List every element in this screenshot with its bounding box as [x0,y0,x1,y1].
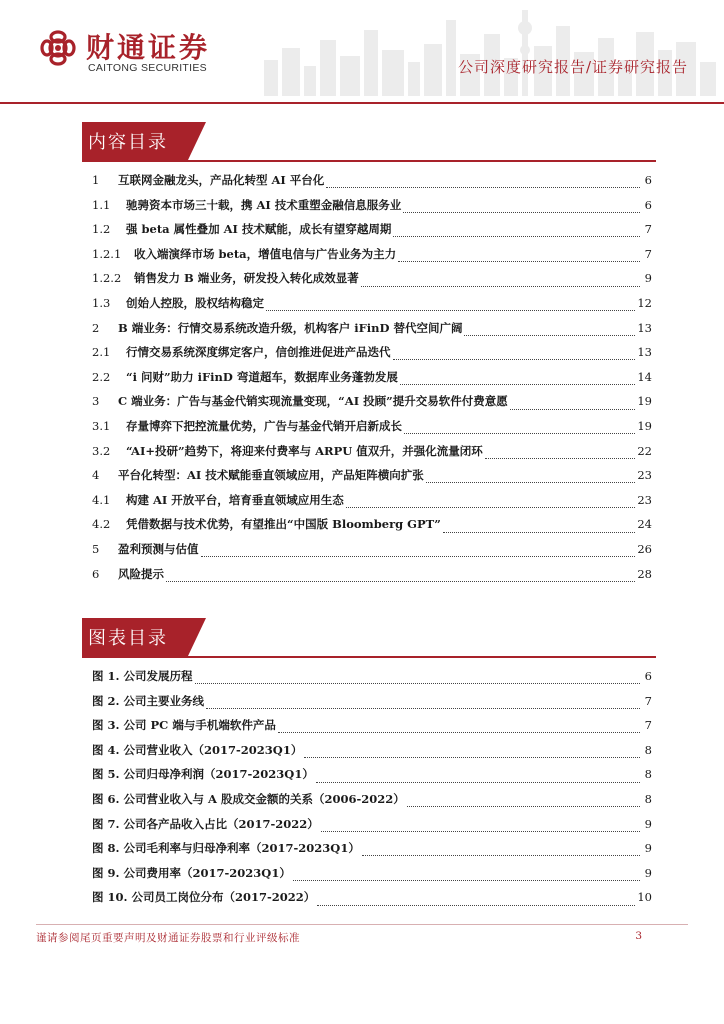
contents-entry-number: 6 [92,566,100,581]
figures-entry-page: 6 [644,669,652,683]
figures-entry-leader-dots [206,707,640,709]
figures-entry-title: 图 8. 公司毛利率与归母净利率（2017-2023Q1） [92,841,360,856]
figures-entry-page: 7 [644,718,652,733]
contents-entry[interactable] [92,516,652,541]
page-number: 3 [635,930,642,942]
contents-entry[interactable] [92,467,652,492]
contents-entry-title: 销售发力 B 端业务，研发投入转化成效显著 [134,271,359,286]
contents-entry[interactable] [92,344,652,369]
figures-entry-title: 图 4. 公司营业收入（2017-2023Q1） [92,742,303,757]
figures-entry-leader-dots [304,756,640,758]
figures-entry-title: 图 3. 公司 PC 端与手机端软件产品 [92,718,276,733]
contents-entry-title: C 端业务：广告与基金代销实现流量变现，“AI 投顾”提升交易软件付费意愿 [118,394,508,409]
figures-entry-page: 9 [644,865,652,880]
city-skyline-watermark [254,0,724,96]
contents-entry[interactable] [92,172,652,197]
contents-entry-number: 1.2.1 [92,246,122,261]
contents-entry-title: 创始人控股，股权结构稳定 [126,295,264,310]
contents-entry[interactable] [92,246,652,271]
contents-section-header [82,122,656,164]
contents-entry[interactable] [92,393,652,418]
figures-divider [82,656,656,658]
contents-entry-leader-dots [326,186,640,188]
contents-entry-title: 盈利预测与估值 [118,541,199,556]
figures-entry-leader-dots [362,854,640,856]
figures-entry[interactable] [92,840,652,865]
figures-section-header [82,618,656,660]
figures-entry[interactable] [92,816,652,841]
figures-entry-leader-dots [278,731,640,733]
contents-entry-leader-dots [346,506,636,508]
figures-entry-title: 图 7. 公司各产品收入占比（2017-2022） [92,816,319,831]
contents-entry-leader-dots [361,285,640,287]
contents-entry-leader-dots [266,309,635,311]
contents-entry[interactable] [92,492,652,517]
figures-entry[interactable] [92,742,652,767]
contents-entry-title: 互联网金融龙头，产品化转型 AI 平台化 [118,173,325,187]
contents-entry-title: 收入端演绎市场 beta，增值电信与广告业务为主力 [134,246,397,261]
contents-entry[interactable] [92,295,652,320]
footer-disclaimer: 谨请参阅尾页重要声明及财通证券股票和行业评级标准 [36,932,300,944]
contents-entry-leader-dots [510,408,636,410]
figures-entry-title: 图 6. 公司营业收入与 A 股成交金额的关系（2006-2022） [92,791,405,806]
figures-entry[interactable] [92,865,652,890]
contents-entry-title: 存量博弈下把控流量优势，广告与基金代销开启新成长 [126,418,402,433]
contents-entry-number: 1.2.2 [92,271,122,286]
figures-entry-page: 9 [644,816,652,831]
contents-entry-number: 2 [92,320,100,335]
contents-entry-title: B 端业务：行情交易系统改造升级，机构客户 iFinD 替代空间广阔 [118,320,463,335]
contents-entry-number: 1.1 [92,197,111,212]
figures-list [92,668,652,914]
contents-entry-title: “i 问财”助力 iFinD 弯道超车，数据库业务蓬勃发展 [126,369,398,384]
logo-mark-icon [38,28,78,68]
contents-entry-title: 构建 AI 开放平台，培育垂直领域应用生态 [126,492,344,507]
contents-entry[interactable] [92,320,652,345]
contents-entry-title: 风险提示 [118,566,164,581]
contents-entry-leader-dots [443,531,636,533]
figures-entry[interactable] [92,717,652,742]
figures-entry-title: 图 9. 公司费用率（2017-2023Q1） [92,865,291,880]
contents-entry[interactable] [92,369,652,394]
contents-entry-leader-dots [393,235,640,237]
figures-entry[interactable] [92,693,652,718]
contents-entry-title: 驰骋资本市场三十载，携 AI 技术重塑金融信息服务业 [126,197,402,212]
contents-entry-page: 13 [637,320,652,335]
contents-entry-number: 1.2 [92,222,111,237]
figures-title: 图表目录 [82,618,188,656]
contents-title: 内容目录 [82,122,188,160]
contents-entry-page: 23 [637,468,652,483]
contents-entry-number: 5 [92,541,100,556]
figures-entry-leader-dots [293,879,640,881]
contents-entry-leader-dots [393,358,636,360]
contents-entry-page: 24 [637,517,652,532]
figures-entry-page: 10 [637,890,652,905]
contents-entry[interactable] [92,270,652,295]
contents-entry-page: 19 [637,418,652,433]
contents-entry-page: 12 [637,295,652,310]
contents-entry-page: 19 [637,394,652,409]
contents-entry-number: 3.1 [92,418,111,433]
figures-entry-title: 图 1. 公司发展历程 [92,669,193,683]
figures-entry-leader-dots [321,830,640,832]
contents-entry-number: 3 [92,394,100,409]
brand-name-cn: 财通证券 [86,31,211,64]
contents-entry[interactable] [92,197,652,222]
figures-entry-page: 7 [644,693,652,708]
contents-entry-leader-dots [464,334,635,336]
contents-entry-number: 3.2 [92,443,111,458]
figures-entry-page: 8 [644,767,652,782]
contents-entry-page: 13 [637,345,652,360]
contents-entry[interactable] [92,566,652,591]
figures-entry-page: 8 [644,742,652,757]
contents-entry-number: 2.2 [92,369,111,384]
contents-entry-leader-dots [485,457,636,459]
contents-entry[interactable] [92,418,652,443]
contents-entry-leader-dots [166,580,635,582]
contents-entry-title: 行情交易系统深度绑定客户，信创推进促进产品迭代 [126,345,391,360]
contents-entry-page: 9 [644,271,652,286]
contents-entry-title: “AI+投研”趋势下，将迎来付费率与 ARPU 值双升，并强化流量闭环 [126,443,483,458]
contents-list [92,172,652,590]
figures-entry[interactable] [92,668,652,693]
contents-entry-page: 6 [644,173,652,187]
figures-entry-leader-dots [195,682,640,684]
contents-divider [82,160,656,162]
contents-entry-number: 4 [92,468,100,483]
figures-entry-leader-dots [316,781,640,783]
contents-entry[interactable] [92,443,652,468]
figures-entry[interactable] [92,791,652,816]
contents-entry-number: 4.1 [92,492,111,507]
contents-entry-number: 4.2 [92,517,111,532]
contents-entry-number: 1 [92,173,100,187]
contents-entry-page: 14 [637,369,652,384]
contents-entry-number: 2.1 [92,345,111,360]
figures-entry-title: 图 10. 公司员工岗位分布（2017-2022） [92,890,316,905]
contents-entry-page: 6 [644,197,652,212]
contents-entry-leader-dots [404,432,635,434]
contents-entry-title: 强 beta 属性叠加 AI 技术赋能，成长有望穿越周期 [126,222,392,237]
figures-entry-title: 图 5. 公司归母净利润（2017-2023Q1） [92,767,314,782]
figures-entry-leader-dots [407,805,640,807]
footer-divider [36,924,688,925]
brand-name-en: CAITONG SECURITIES [88,62,207,74]
figures-entry[interactable] [92,889,652,914]
header-divider [0,102,724,104]
figures-entry-page: 8 [644,791,652,806]
contents-entry-page: 26 [637,541,652,556]
contents-entry-number: 1.3 [92,295,111,310]
contents-entry-leader-dots [398,260,640,262]
contents-entry-leader-dots [201,555,636,557]
contents-entry-leader-dots [403,211,640,213]
report-type-label: 公司深度研究报告/证券研究报告 [457,58,688,76]
contents-entry-page: 7 [644,222,652,237]
contents-entry[interactable] [92,221,652,246]
contents-entry-page: 7 [644,246,652,261]
contents-entry[interactable] [92,541,652,566]
contents-entry-page: 23 [637,492,652,507]
contents-entry-title: 平台化转型：AI 技术赋能垂直领域应用，产品矩阵横向扩张 [118,468,424,483]
contents-entry-page: 28 [637,566,652,581]
contents-entry-title: 凭借数据与技术优势，有望推出“中国版 Bloomberg GPT” [126,517,441,532]
figures-entry-leader-dots [317,904,635,906]
contents-entry-page: 22 [637,443,652,458]
page-header [0,0,724,104]
figures-entry[interactable] [92,766,652,791]
contents-entry-leader-dots [426,481,636,483]
brand-logo [28,24,218,80]
figures-entry-page: 9 [644,841,652,856]
figures-entry-title: 图 2. 公司主要业务线 [92,693,205,708]
contents-entry-leader-dots [400,383,636,385]
